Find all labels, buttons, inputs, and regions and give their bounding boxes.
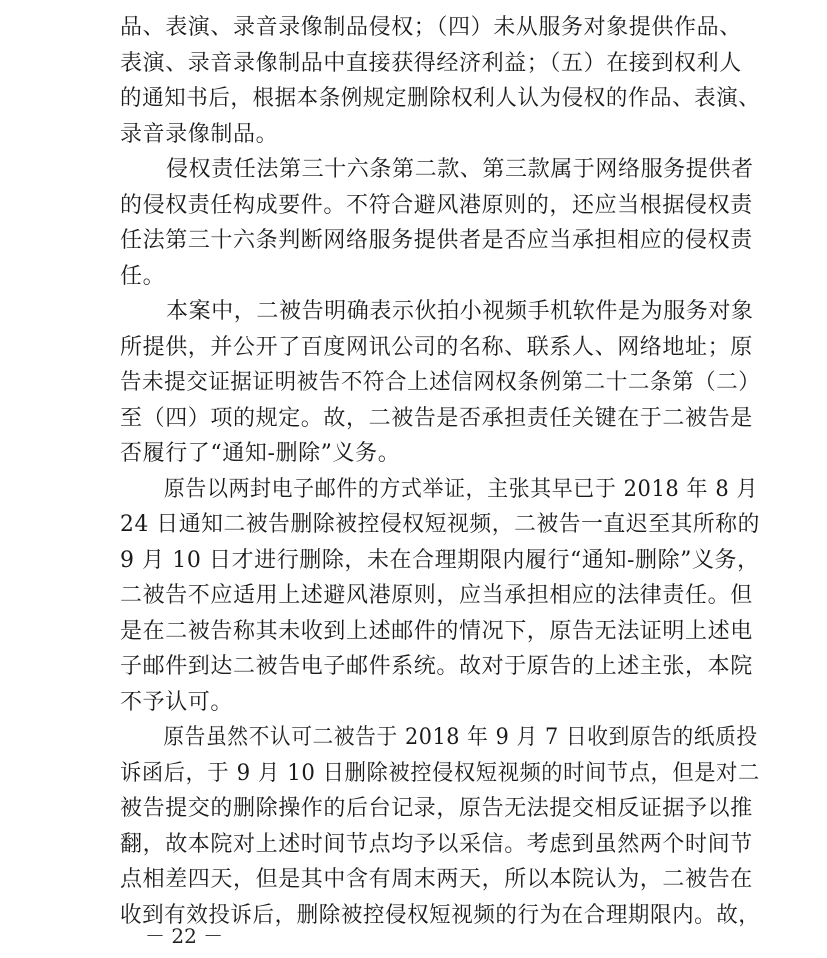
body-line: 9 月 10 日才进行删除，未在合理期限内履行“通知-删除”义务，	[120, 547, 760, 573]
paragraph-first-line: 原告以两封电子邮件的方式举证，主张其早已于 2018 年 8 月	[163, 476, 759, 502]
paragraph-first-line: 原告虽然不认可二被告于 2018 年 9 月 7 日收到原告的纸质投	[163, 725, 758, 750]
paragraph-first-line: 本案中，二被告明确表示伙拍小视频手机软件是为服务对象	[166, 299, 754, 324]
body-line: 二被告不应适用上述避风港原则，应当承担相应的法律责任。但	[120, 583, 753, 608]
body-line: 所提供，并公开了百度网讯公司的名称、联系人、网络地址；原	[120, 334, 753, 360]
page-number: － 22 －	[145, 924, 224, 948]
body-line: 收到有效投诉后，删除被控侵权短视频的行为在合理期限内。故，	[120, 902, 761, 928]
body-line: 子邮件到达二被告电子邮件系统。故对于原告的上述主张，本院	[120, 654, 753, 679]
body-line: 任法第三十六条判断网络服务提供者是否应当承担相应的侵权责	[120, 228, 753, 253]
document-body	[120, 10, 760, 933]
body-line: 被告提交的删除操作的后台记录，原告无法提交相反证据予以推	[120, 796, 753, 821]
paragraph-first-line: 侵权责任法第三十六条第二款、第三款属于网络服务提供者	[166, 157, 754, 182]
body-line: 品、表演、录音录像制品侵权；（四）未从服务对象提供作品、	[120, 15, 742, 40]
body-line: 的通知书后，根据本条例规定删除权利人认为侵权的作品、表演、	[120, 86, 761, 111]
body-line: 的侵权责任构成要件。不符合避风港原则的，还应当根据侵权责	[120, 192, 753, 218]
body-line: 录音录像制品。	[120, 121, 279, 147]
body-line: 至（四）项的规定。故，二被告是否承担责任关键在于二被告是	[120, 405, 753, 431]
body-line: 否履行了“通知-删除”义务。	[120, 441, 401, 466]
body-line: 告未提交证据证明被告不符合上述信网权条例第二十二条第（二）	[120, 370, 761, 395]
body-line: 不予认可。	[120, 689, 234, 715]
body-line: 诉函后，于 9 月 10 日删除被控侵权短视频的时间节点，但是对二	[120, 760, 760, 786]
body-line: 任。	[120, 263, 166, 289]
body-line: 是在二被告称其未收到上述邮件的情况下，原告无法证明上述电	[120, 618, 753, 644]
body-line: 表演、录音录像制品中直接获得经济利益；（五）在接到权利人	[120, 50, 742, 76]
body-line: 点相差四天，但是其中含有周末两天，所以本院认为，二被告在	[120, 867, 753, 892]
body-line: 翻，故本院对上述时间节点均予以采信。考虑到虽然两个时间节	[120, 831, 753, 857]
body-line: 24 日通知二被告删除被控侵权短视频，二被告一直迟至其所称的	[120, 512, 761, 537]
